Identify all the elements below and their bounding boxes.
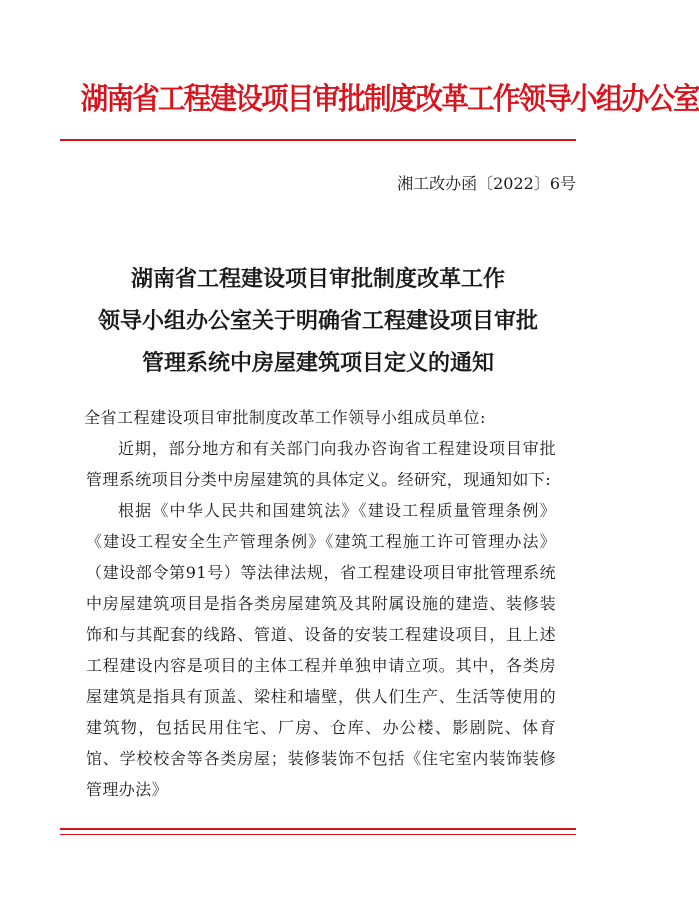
title-line: 湖南省工程建设项目审批制度改革工作 bbox=[130, 266, 505, 292]
body-paragraph: 近期，部分地方和有关部门向我办咨询省工程建设项目审批管理系统项目分类中房屋建筑的具体定义。经研究，现通知如下: bbox=[86, 439, 556, 489]
document-title bbox=[60, 258, 576, 384]
document-body bbox=[86, 402, 556, 805]
masthead-org-name: 湖南省工程建设项目审批制度改革工作领导小组办公室 bbox=[80, 82, 699, 117]
body-paragraph: 根据《中华人民共和国建筑法》《建设工程质量管理条例》《建设工程安全生产管理条例》《建筑工程施工许可管理办法》（建设部令第91号）等法律法规，省工程建设项目审批管理系统中房屋建筑项目是指各类房屋建筑及其附属设施的建造、装修装饰和与其配套的线路、管道、设备的安装工程建设项目，且上述工程建设内容是项目的主体工程并单独申请立项。其中，各类房屋建筑是指具有顶盖、梁柱和墙壁，供人们生产、生活等使用的建筑物，包括民用住宅、厂房、仓库、办公楼、影剧院、体育馆、学校校舍等各类房屋；装修装饰不包括《住宅室内装饰装修管理办法》 bbox=[86, 501, 556, 799]
title-line: 领导小组办公室关于明确省工程建设项目审批 bbox=[97, 308, 538, 334]
footer-red-rule bbox=[60, 828, 576, 830]
salutation: 全省工程建设项目审批制度改革工作领导小组成员单位: bbox=[84, 408, 486, 427]
title-line: 管理系统中房屋建筑项目定义的通知 bbox=[141, 350, 494, 376]
document-number: 湘工改办函〔2022〕6号 bbox=[397, 174, 576, 193]
footer-red-rule-thin bbox=[60, 834, 576, 835]
masthead-red-rule bbox=[60, 139, 576, 141]
